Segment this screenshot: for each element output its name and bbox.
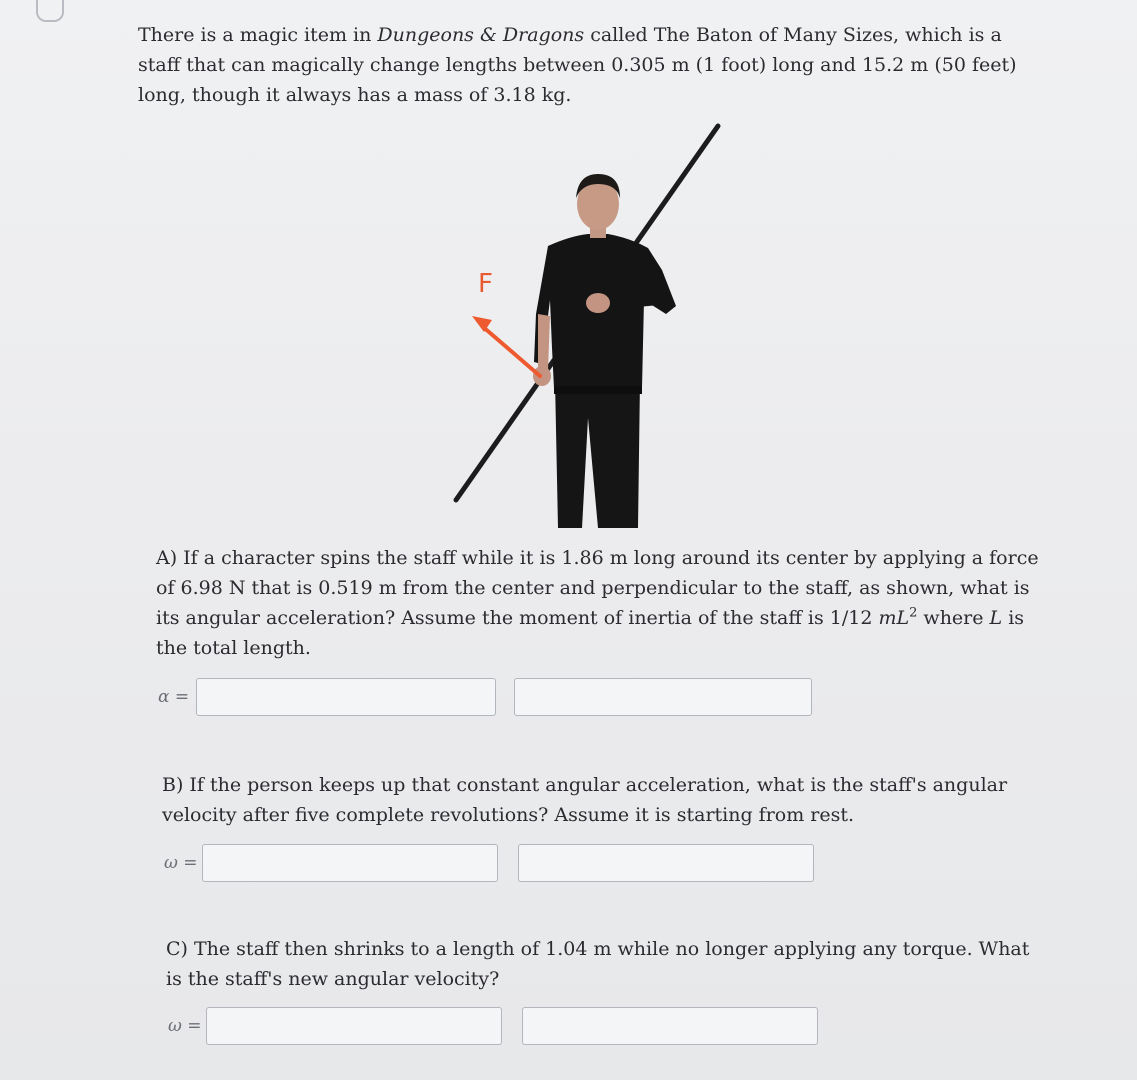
legs-icon (555, 380, 640, 528)
intro-game-title: Dungeons & Dragons (377, 24, 585, 46)
omega-b-value-input[interactable] (202, 844, 498, 882)
question-b: B) If the person keeps up that constant angular acceleration, what is the staff's angular velocity after five complete revolutions? Assume it is starting from rest. (162, 774, 1008, 826)
omega-c-units-input[interactable] (522, 1007, 818, 1045)
corner-bracket-icon (36, 0, 64, 22)
right-hand-icon (586, 293, 610, 313)
force-arrow-icon (482, 326, 540, 376)
alpha-label: α = (158, 687, 190, 707)
intro-text-1: There is a magic item in (138, 24, 378, 46)
omega-b-units-input[interactable] (518, 844, 814, 882)
answer-row-a (158, 678, 812, 716)
omega-c-value-input[interactable] (206, 1007, 502, 1045)
question-c: C) The staff then shrinks to a length of 1.04 m while no longer applying any torque. What is the staff's new angular velocity? (166, 938, 1030, 990)
alpha-units-input[interactable] (514, 678, 812, 716)
question-a: A) If a character spins the staff while it is 1.86 m long around its center by applying a force of 6.98 N that is 0.519 m from the center and perpendicular to the staff, as shown, what is its angular acceleration? Assume the moment of inertia of the staff is 1/12 $mL^2$ where L is the total length. (156, 547, 1039, 659)
intro-text-2: called The Baton of Many Sizes, which is a staff that can magically change lengths between 0.305 m (1 foot) long and 15.2 m (50 feet) long, though it always has a mass of 3.18 kg. (138, 24, 1017, 106)
omega-label-c: ω = (168, 1016, 202, 1036)
person-with-staff-illustration (430, 118, 730, 530)
alpha-value-input[interactable] (196, 678, 496, 716)
answer-row-c (168, 1007, 818, 1045)
problem-intro (138, 20, 1038, 110)
answer-row-b (164, 844, 814, 882)
omega-label-b: ω = (164, 853, 198, 873)
staff-figure (430, 118, 730, 530)
force-label: F (478, 269, 493, 299)
